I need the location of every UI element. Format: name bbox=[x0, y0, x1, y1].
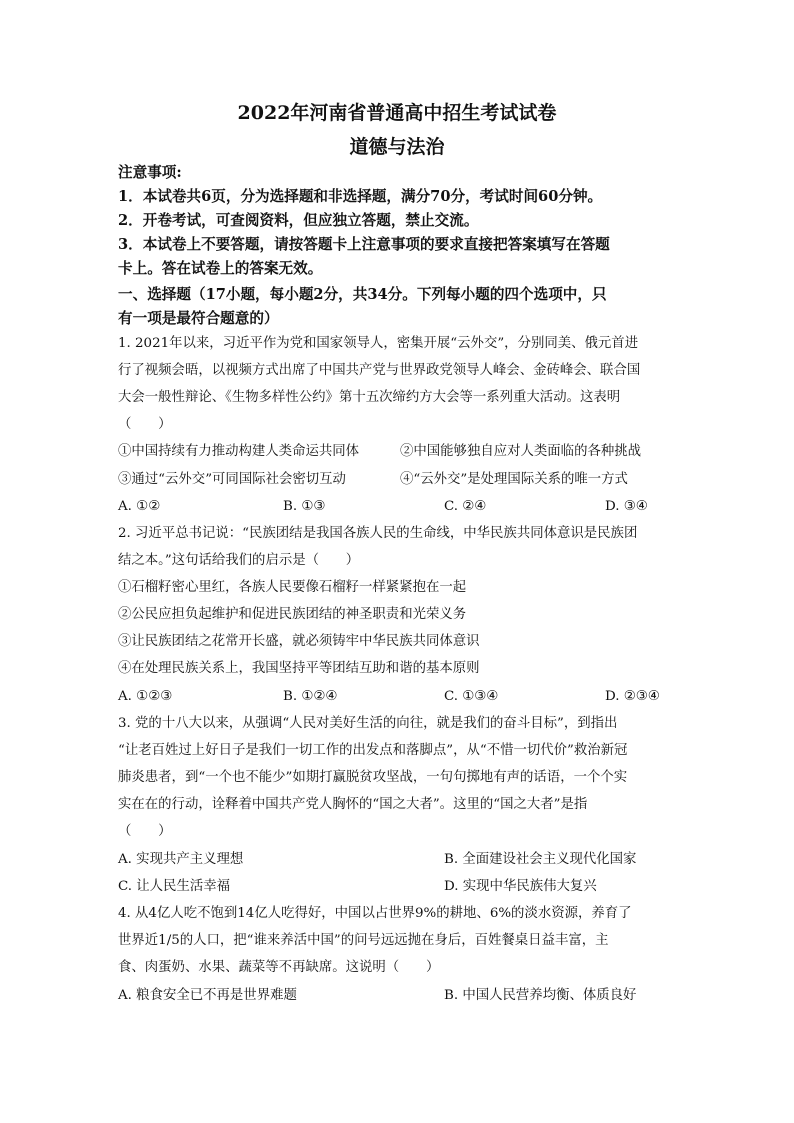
option-d: D. ②③④ bbox=[605, 689, 660, 704]
notice-item: 卡上。答在试卷上的答案无效。 bbox=[118, 260, 323, 277]
option-a: A. ①② bbox=[118, 499, 161, 514]
option-a: A. 粮食安全已不再是世界难题 bbox=[118, 988, 297, 1003]
question-line: 1. 2021年以来，习近平作为党和国家领导人，密集开展“云外交”，分别同美、俄元首进 bbox=[118, 336, 639, 351]
question-line: 大会一般性辩论、《生物多样性公约》第十五次缔约方大会等一系列重大活动。这表明 bbox=[118, 390, 621, 405]
option-b: B. ①③ bbox=[283, 499, 326, 514]
statement: ①中国持续有力推动构建人类命运共同体 bbox=[118, 444, 360, 459]
statement: ①石榴籽密心里红，各族人民要像石榴籽一样紧紧抱在一起 bbox=[118, 580, 467, 595]
option-b: B. ①②④ bbox=[283, 689, 338, 704]
statement: ②中国能够独自应对人类面临的各种挑战 bbox=[400, 444, 642, 459]
subject-title: 道德与法治 bbox=[349, 136, 445, 158]
option-c: C. ②④ bbox=[444, 499, 487, 514]
statement: ③让民族团结之花常开长盛，就必须铸牢中华民族共同体意识 bbox=[118, 634, 480, 649]
answer-bracket: （ ） bbox=[118, 417, 172, 432]
notice-item: 2．开卷考试，可查阅资料，但应独立答题，禁止交流。 bbox=[118, 212, 479, 229]
option-d: D. 实现中华民族伟大复兴 bbox=[444, 879, 597, 894]
question-line: 2. 习近平总书记说：“民族团结是我国各族人民的生命线，中华民族共同体意识是民族团 bbox=[118, 526, 638, 541]
statement: ④在处理民族关系上，我国坚持平等团结互助和谐的基本原则 bbox=[118, 661, 480, 676]
question-line: 食、肉蛋奶、水果、蔬菜等不再缺席。这说明（ ） bbox=[118, 960, 440, 975]
statement: ③通过“云外交”可同国际社会密切互动 bbox=[118, 472, 346, 487]
answer-bracket: （ ） bbox=[118, 824, 172, 839]
option-c: C. 让人民生活幸福 bbox=[118, 879, 231, 894]
question-line: 结之本。”这句话给我们的启示是（ ） bbox=[118, 553, 360, 568]
question-line: 3. 党的十八大以来，从强调“人民对美好生活的向往，就是我们的奋斗目标”，到指出 bbox=[118, 716, 618, 731]
question-line: 肺炎患者，到“一个也不能少”如期打赢脱贫攻坚战，一句句掷地有声的话语，一个个实 bbox=[118, 770, 628, 785]
option-a: A. ①②③ bbox=[118, 689, 173, 704]
statement: ②公民应担负起维护和促进民族团结的神圣职责和光荣义务 bbox=[118, 607, 467, 622]
question-line: 实在在的行动，诠释着中国共产党人胸怀的“国之大者”。这里的“国之大者”是指 bbox=[118, 797, 588, 812]
question-line: 4. 从4亿人吃不饱到14亿人吃得好，中国以占世界9%的耕地、6%的淡水资源，养育了 bbox=[118, 906, 632, 921]
option-b: B. 全面建设社会主义现代化国家 bbox=[444, 852, 637, 867]
question-line: 世界近1/5的人口，把“谁来养活中国”的问号远远抛在身后，百姓餐桌日益丰富，主 bbox=[118, 933, 609, 948]
option-a: A. 实现共产主义理想 bbox=[118, 852, 244, 867]
question-line: “让老百姓过上好日子是我们一切工作的出发点和落脚点”，从“不惜一切代价”救治新冠 bbox=[118, 743, 628, 758]
notice-heading: 注意事项: bbox=[118, 164, 182, 181]
statement: ④“云外交”是处理国际关系的唯一方式 bbox=[400, 472, 628, 487]
section-heading: 有一项是最符合题意的） bbox=[118, 310, 279, 327]
option-b: B. 中国人民营养均衡、体质良好 bbox=[444, 988, 637, 1003]
question-line: 行了视频会晤，以视频方式出席了中国共产党与世界政党领导人峰会、金砖峰会、联合国 bbox=[118, 363, 641, 378]
option-c: C. ①③④ bbox=[444, 689, 499, 704]
notice-item: 3．本试卷上不要答题，请按答题卡上注意事项的要求直接把答案填写在答题 bbox=[118, 236, 610, 253]
exam-title: 2022年河南省普通高中招生考试试卷 bbox=[237, 102, 557, 124]
notice-item: 1．本试卷共6页，分为选择题和非选择题，满分70分，考试时间60分钟。 bbox=[118, 188, 603, 205]
section-heading: 一、选择题（17小题，每小题2分，共34分。下列每小题的四个选项中，只 bbox=[118, 286, 607, 303]
option-d: D. ③④ bbox=[605, 499, 648, 514]
